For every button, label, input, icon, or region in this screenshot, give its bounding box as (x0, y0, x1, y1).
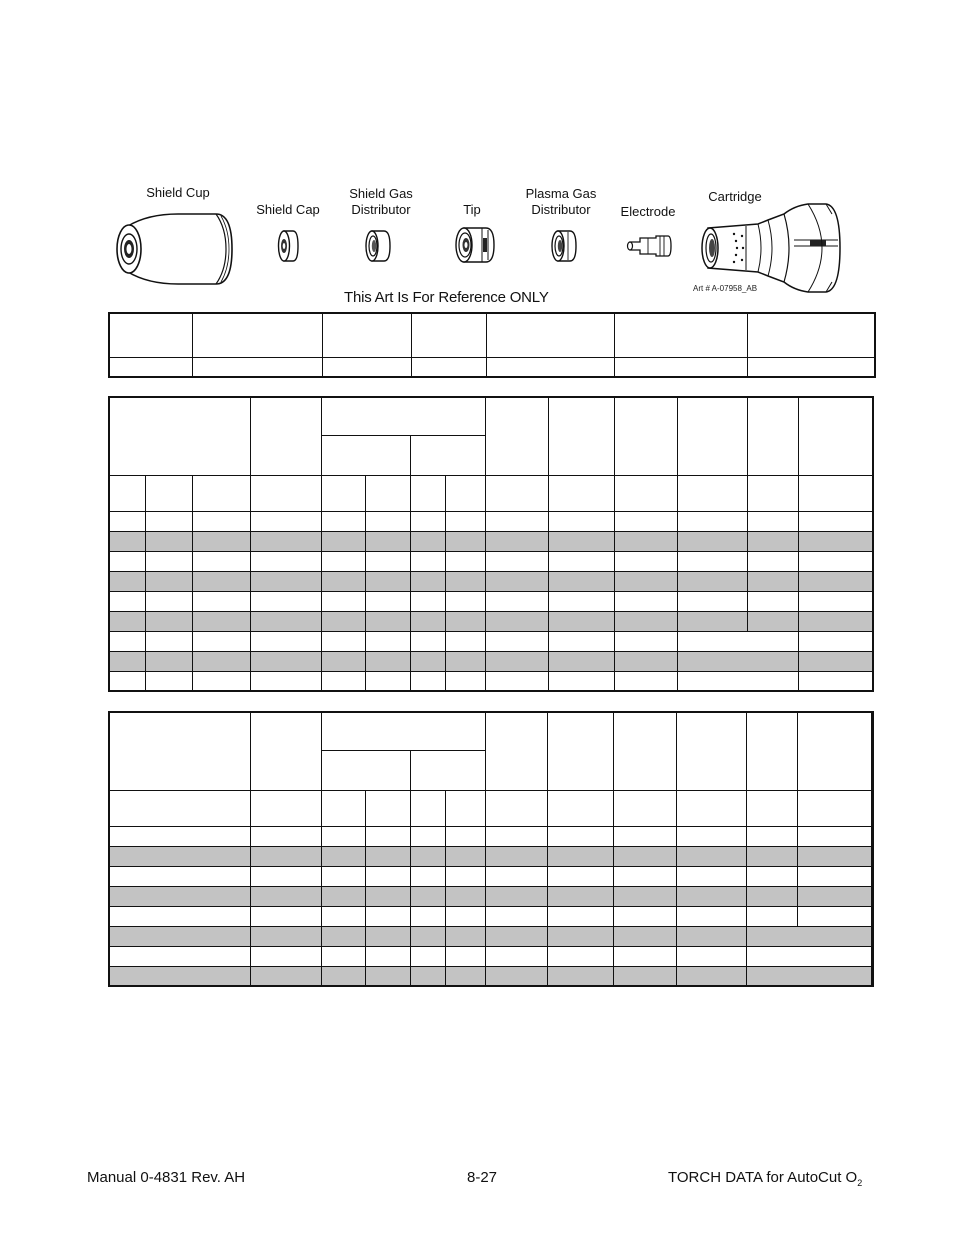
table-row (109, 712, 873, 750)
plasma-gas-distributor-icon (550, 228, 578, 264)
table-row (109, 886, 873, 906)
part-label-plasma-gas-distributor: Plasma Gas Distributor (525, 186, 597, 217)
table-row (109, 475, 873, 511)
table-row (109, 966, 873, 986)
table-row (109, 357, 875, 377)
shield-gas-distributor-icon (364, 228, 392, 264)
table-row (109, 531, 873, 551)
table-row (109, 631, 873, 651)
table-row (109, 591, 873, 611)
table-row (109, 826, 873, 846)
part-label-shield-cap: Shield Cap (256, 202, 320, 217)
footer-manual: Manual 0-4831 Rev. AH (87, 1169, 246, 1186)
tip-icon (452, 224, 496, 266)
table-row (109, 551, 873, 571)
art-number: Art # A-07958_AB (693, 284, 758, 293)
footer-title (668, 1169, 862, 1188)
shield-cap-icon (276, 228, 300, 264)
table-row (109, 846, 873, 866)
electrode-icon (626, 232, 672, 260)
part-label-cartridge: Cartridge (708, 189, 762, 204)
table-row (109, 906, 873, 926)
table-3 (108, 711, 874, 987)
part-label-tip: Tip (463, 202, 481, 217)
table-row (109, 313, 875, 357)
cartridge-icon (698, 200, 844, 296)
footer-page-number: 8-27 (467, 1169, 498, 1186)
table-row (109, 866, 873, 886)
footer-title-subscript: 2 (857, 1178, 863, 1188)
table-row (109, 651, 873, 671)
table-row (109, 611, 873, 631)
table-row (109, 946, 873, 966)
part-label-electrode: Electrode (620, 204, 676, 219)
footer-title-text: TORCH DATA for AutoCut O (668, 1169, 858, 1186)
table-row (109, 671, 873, 691)
part-label-shield-cup: Shield Cup (146, 185, 210, 200)
table-row (109, 926, 873, 946)
table-row (109, 397, 873, 435)
table-row (109, 571, 873, 591)
reference-note: This Art Is For Reference ONLY (344, 289, 549, 306)
table-2 (108, 396, 874, 692)
table-row (109, 511, 873, 531)
part-label-shield-gas-distributor: Shield Gas Distributor (349, 186, 413, 217)
table-1 (108, 312, 876, 378)
shield-cup-icon (108, 208, 236, 290)
table-row (109, 790, 873, 826)
